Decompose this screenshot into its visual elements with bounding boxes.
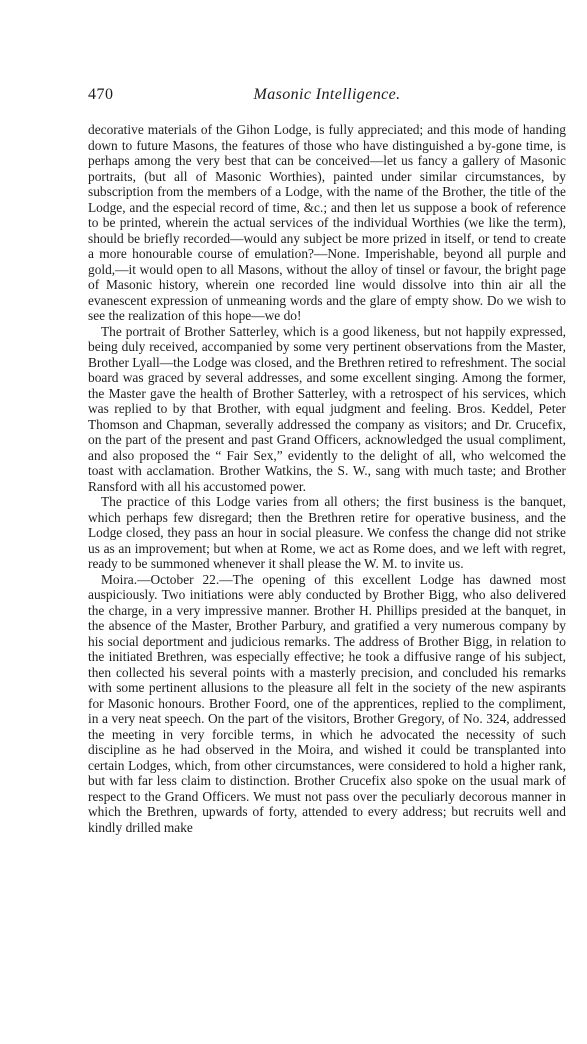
page-number: 470: [88, 86, 114, 103]
paragraph-satterley-portrait: The portrait of Brother Satterley, which is a good likeness, but not happily expressed, being duly received, accompanied by some very pertinent observations from the Master, Brother Lyall—the Lodge was closed, and the Brethren retired to refreshment. The social board was graced by several addresses, and some excellent singing. Among the former, the Master gave the health of Brother Satterley, with a retrospect of his services, which was replied to by that Brother, with equal judgment and feeling. Bros. Keddel, Peter Thomson and Chapman, severally addressed the company as visitors; and Dr. Crucefix, on the part of the present and past Grand Officers, acknowledged the usual compliment, and also proposed the “ Fair Sex,” evidently to the delight of all, who welcomed the toast with acclamation. Brother Watkins, the S. W., sang with much taste; and Brother Ransford with all his accustomed power.: [88, 323, 566, 494]
paragraph-gihon-portraits: decorative materials of the Gihon Lodge, is fully appreciated; and this mode of handing down to future Masons, the features of those who have distinguished a by-gone time, is perhaps among the very best that can be conceived—let us fancy a gallery of Masonic portraits, (but all of Masonic Worthies), painted under similar circumstances, by subscription from the members of a Lodge, with the name of the Brother, the title of the Lodge, and the especial record of time, &c.; and then let us suppose a book of reference to be printed, wherein the actual services of the individual Worthies (we like the term), should be briefly recorded—would any subject be more prized in itself, or tend to create a more honourable course of emulation?—None. Imperishable, beyond all purple and gold,—it would open to all Masons, without the alloy of tinsel or favour, the bright page of Masonic history, wherein one recorded line would dissolve into thin air all the evanescent expression of unmeaning words and the glare of empty show. Do we wish to see the realization of this hope—we do!: [88, 122, 566, 323]
body-text: [88, 122, 566, 835]
running-head: [88, 86, 566, 108]
running-title: Masonic Intelligence.: [253, 86, 401, 103]
paragraph-moira-lodge: Moira.—October 22.—The opening of this excellent Lodge has dawned most auspiciously. Two initiations were ably conducted by Brother Bigg, who also delivered the charge, in a very impressive manner. Brother H. Phillips presided at the banquet, in the absence of the Master, Brother Parbury, and gratified a very numerous company by his social deportment and judicious remarks. The address of Brother Bigg, in relation to the initiated Brethren, was especially effective; he took a diffusive range of his subject, then collected his several points with a masterly precision, and concluded his remarks with some pertinent allusions to the pleasure all felt in the society of the new aspirants for Masonic honours. Brother Foord, one of the apprentices, replied to the compliment, in a very neat speech. On the part of the visitors, Brother Gregory, of No. 324, addressed the meeting in very forcible terms, in which he advocated the necessity of such discipline as he had observed in the Moira, and wished it could be transplanted into certain Lodges, which, from other circumstances, were considered to hold a higher rank, but with far less claim to distinction. Brother Crucefix also spoke on the usual mark of respect to the Grand Officers. We must not pass over the peculiarly decorous manner in which the Brethren, upwards of forty, attended to every address; but recruits well and kindly drilled make: [88, 571, 566, 835]
paragraph-lodge-practice: The practice of this Lodge varies from all others; the first business is the banquet, which perhaps few disregard; then the Brethren retire for operative business, and the Lodge closed, they pass an hour in social pleasure. We confess the change did not strike us as an improvement; but when at Rome, we act as Rome does, and we left with regret, ready to be summoned whenever it shall please the W. M. to invite us.: [88, 494, 566, 571]
